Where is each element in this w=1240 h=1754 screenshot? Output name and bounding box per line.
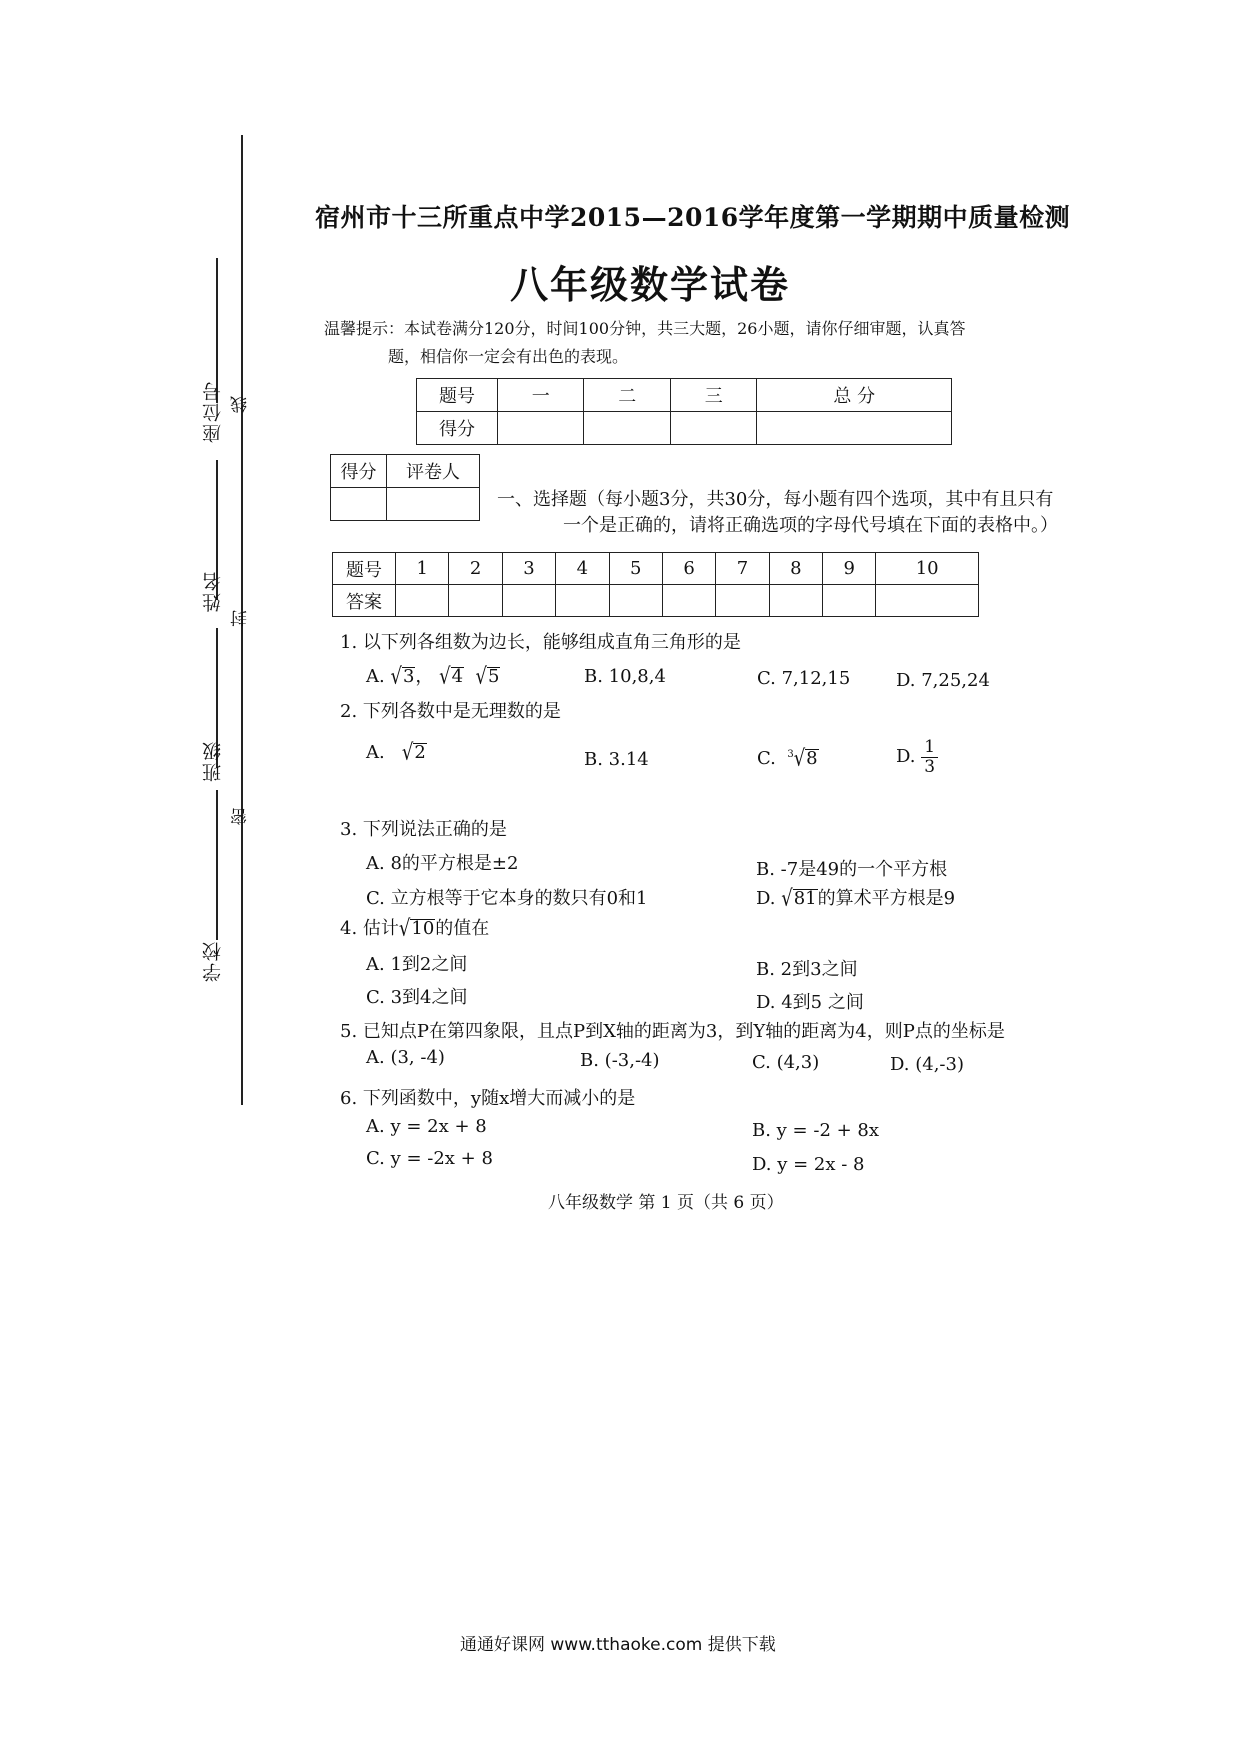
- q1-stem: 1. 以下列各组数为边长，能够组成直角三角形的是: [340, 632, 741, 653]
- score-table-header: 题号: [417, 379, 498, 412]
- q3-stem: 3. 下列说法正确的是: [340, 819, 507, 840]
- score-table-header: 二: [584, 379, 670, 412]
- score-table-header: 三: [670, 379, 756, 412]
- score-table-header: 总 分: [757, 379, 952, 412]
- score-cell[interactable]: [498, 412, 584, 445]
- q4-option-b: B. 2到3之间: [756, 959, 858, 980]
- seat-label: 座位号: [202, 380, 224, 443]
- score-cell[interactable]: [670, 412, 756, 445]
- answer-number: 9: [823, 553, 876, 585]
- q5-stem: 5. 已知点P在第四象限，且点P到X轴的距离为3，到Y轴的距离为4，则P点的坐标是: [340, 1021, 1005, 1042]
- answer-number: 6: [662, 553, 715, 585]
- sqrt-symbol: √10: [398, 915, 435, 942]
- answer-number: 7: [716, 553, 769, 585]
- q5-option-c: C. (4,3): [752, 1052, 820, 1073]
- grader-box: [330, 454, 480, 521]
- answer-table: [332, 552, 979, 617]
- seal-line-mark: 线: [231, 396, 251, 413]
- answer-cell[interactable]: [449, 585, 502, 617]
- answer-cell[interactable]: [556, 585, 609, 617]
- fraction: $\frac{1}{3}$: [921, 738, 938, 776]
- q1-option-d: D. 7,25,24: [896, 670, 990, 691]
- exam-title: 八年级数学试卷: [509, 262, 790, 307]
- answer-cell[interactable]: [769, 585, 822, 617]
- exam-header: 宿州市十三所重点中学2015—2016学年度第一学期期中质量检测: [315, 203, 1071, 232]
- q2-option-a: A. √2: [366, 739, 426, 766]
- q4-stem: 4. 估计√10的值在: [340, 915, 490, 942]
- q6-stem: 6. 下列函数中，y随x增大而减小的是: [340, 1088, 636, 1109]
- q4-option-a: A. 1到2之间: [366, 954, 468, 975]
- q6-option-d: D. y = 2x - 8: [752, 1154, 865, 1175]
- q2-stem: 2. 下列各数中是无理数的是: [340, 701, 561, 722]
- class-label: 班级: [202, 740, 224, 782]
- section1-heading: 一、选择题（每小题3分，共30分，每小题有四个选项，其中有且只有: [497, 489, 1054, 510]
- score-cell[interactable]: [757, 412, 952, 445]
- q1-option-c: C. 7,12,15: [757, 668, 851, 689]
- name-label: 姓名: [202, 570, 224, 612]
- tip-line-1: 温馨提示：本试卷满分120分，时间100分钟，共三大题，26小题，请你仔细审题，认真答: [324, 319, 966, 338]
- q5-option-d: D. (4,-3): [890, 1054, 964, 1075]
- school-label: 学校: [202, 940, 224, 982]
- sqrt-symbol: √81: [781, 885, 817, 912]
- answer-number: 2: [449, 553, 502, 585]
- q2-option-b: B. 3.14: [584, 749, 649, 770]
- section1-instructions: 一个是正确的，请将正确选项的字母代号填在下面的表格中。）: [563, 515, 1058, 536]
- answer-cell[interactable]: [876, 585, 979, 617]
- grader-name-cell[interactable]: [387, 488, 480, 521]
- tip-line-2: 题，相信你一定会有出色的表现。: [388, 347, 629, 366]
- answer-number: 5: [609, 553, 662, 585]
- answer-number: 10: [876, 553, 979, 585]
- seal-feng-mark: 封: [231, 610, 251, 627]
- q3-option-b: B. -7是49的一个平方根: [756, 859, 948, 880]
- q6-option-b: B. y = -2 + 8x: [752, 1120, 880, 1141]
- answer-cell[interactable]: [396, 585, 449, 617]
- school-underline: [216, 790, 218, 940]
- sqrt-symbol: √4: [439, 663, 464, 690]
- answer-cell[interactable]: [662, 585, 715, 617]
- answer-row-label: 答案: [333, 585, 396, 617]
- grader-score-label: 得分: [331, 455, 387, 488]
- answer-head-label: 题号: [333, 553, 396, 585]
- grader-label: 评卷人: [387, 455, 480, 488]
- q6-option-a: A. y = 2x + 8: [366, 1116, 487, 1137]
- answer-number: 4: [556, 553, 609, 585]
- grader-score-cell[interactable]: [331, 488, 387, 521]
- score-table-header: 一: [498, 379, 584, 412]
- cube-root-symbol: $^3$√8: [787, 745, 818, 772]
- q1-option-b: B. 10,8,4: [584, 666, 666, 687]
- q1-option-a: A. √3， √4 √5: [366, 663, 500, 690]
- q6-option-c: C. y = -2x + 8: [366, 1148, 493, 1169]
- q2-option-c: C. $^3$√8: [757, 745, 818, 772]
- answer-cell[interactable]: [609, 585, 662, 617]
- q5-option-a: A. (3, -4): [366, 1047, 445, 1068]
- score-row-label: 得分: [417, 412, 498, 445]
- answer-number: 8: [769, 553, 822, 585]
- q3-option-d: D. √81的算术平方根是9: [756, 885, 956, 912]
- q4-option-c: C. 3到4之间: [366, 987, 468, 1008]
- q3-option-c: C. 立方根等于它本身的数只有0和1: [366, 888, 648, 909]
- q4-option-d: D. 4到5 之间: [756, 992, 864, 1013]
- sqrt-symbol: √3: [390, 663, 415, 690]
- answer-number: 3: [502, 553, 555, 585]
- answer-cell[interactable]: [716, 585, 769, 617]
- score-cell[interactable]: [584, 412, 670, 445]
- score-table: [416, 378, 952, 445]
- answer-number: 1: [396, 553, 449, 585]
- sqrt-symbol: √2: [401, 739, 426, 766]
- site-footer: 通通好课网 www.tthaoke.com 提供下载: [460, 1635, 776, 1655]
- answer-cell[interactable]: [502, 585, 555, 617]
- q2-option-d: D. $\frac{1}{3}$: [896, 738, 938, 776]
- q3-option-a: A. 8的平方根是±2: [366, 853, 519, 874]
- page-footer: 八年级数学 第 1 页（共 6 页）: [548, 1193, 784, 1213]
- answer-cell[interactable]: [823, 585, 876, 617]
- sqrt-symbol: √5: [475, 663, 500, 690]
- q5-option-b: B. (-3,-4): [580, 1050, 660, 1071]
- seal-mi-mark: 密: [231, 808, 251, 825]
